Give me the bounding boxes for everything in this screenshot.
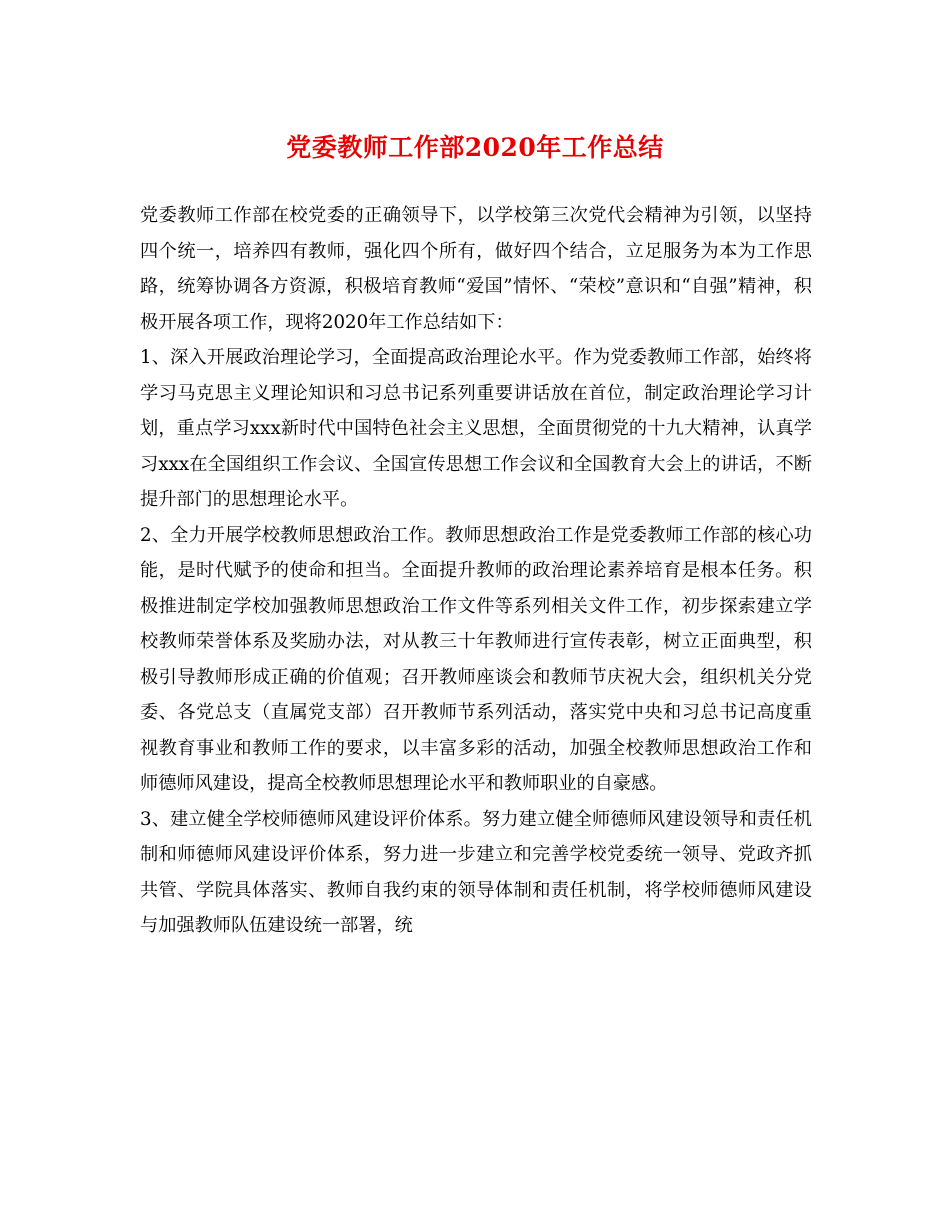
document-title: 党委教师工作部2020年工作总结 <box>286 133 664 162</box>
section-3-paragraph: 3、建立健全学校师德师风建设评价体系。努力建立健全师德师风建设领导和责任机制和师德师风建设评价体系，努力进一步建立和完善学校党委统一领导、党政齐抓共管、学院具体落实、教师自我约束的领导体制和责任机制，将学校师德师风建设与加强教师队伍建设统一部署，统 <box>140 808 812 936</box>
intro-paragraph: 党委教师工作部在校党委的正确领导下，以学校第三次党代会精神为引领，以坚持四个统一，培养四有教师，强化四个所有，做好四个结合，立足服务为本为工作思路，统筹协调各方资源，积极培育教师“爱国”情怀、“荣校”意识和“自强”精神，积极开展各项工作，现将2020年工作总结如下： <box>140 205 812 333</box>
document-body <box>140 198 812 944</box>
section-2-paragraph: 2、全力开展学校教师思想政治工作。教师思想政治工作是党委教师工作部的核心功能，是时代赋予的使命和担当。全面提升教师的政治理论素养培育是根本任务。积极推进制定学校加强教师思想政治工作文件等系列相关文件工作，初步探索建立学校教师荣誉体系及奖励办法，对从教三十年教师进行宣传表彰，树立正面典型，积极引导教师形成正确的价值观；召开教师座谈会和教师节庆祝大会，组织机关分党委、各党总支（直属党支部）召开教师节系列活动，落实党中央和习总书记高度重视教育事业和教师工作的要求，以丰富多彩的活动，加强全校教师思想政治工作和师德师风建设，提高全校教师思想理论水平和教师职业的自豪感。 <box>140 524 812 794</box>
section-1-paragraph: 1、深入开展政治理论学习，全面提高政治理论水平。作为党委教师工作部，始终将学习马克思主义理论知识和习总书记系列重要讲话放在首位，制定政治理论学习计划，重点学习xxx新时代中国特色社会主义思想，全面贯彻党的十九大精神，认真学习xxx在全国组织工作会议、全国宣传思想工作会议和全国教育大会上的讲话，不断提升部门的思想理论水平。 <box>140 347 812 510</box>
